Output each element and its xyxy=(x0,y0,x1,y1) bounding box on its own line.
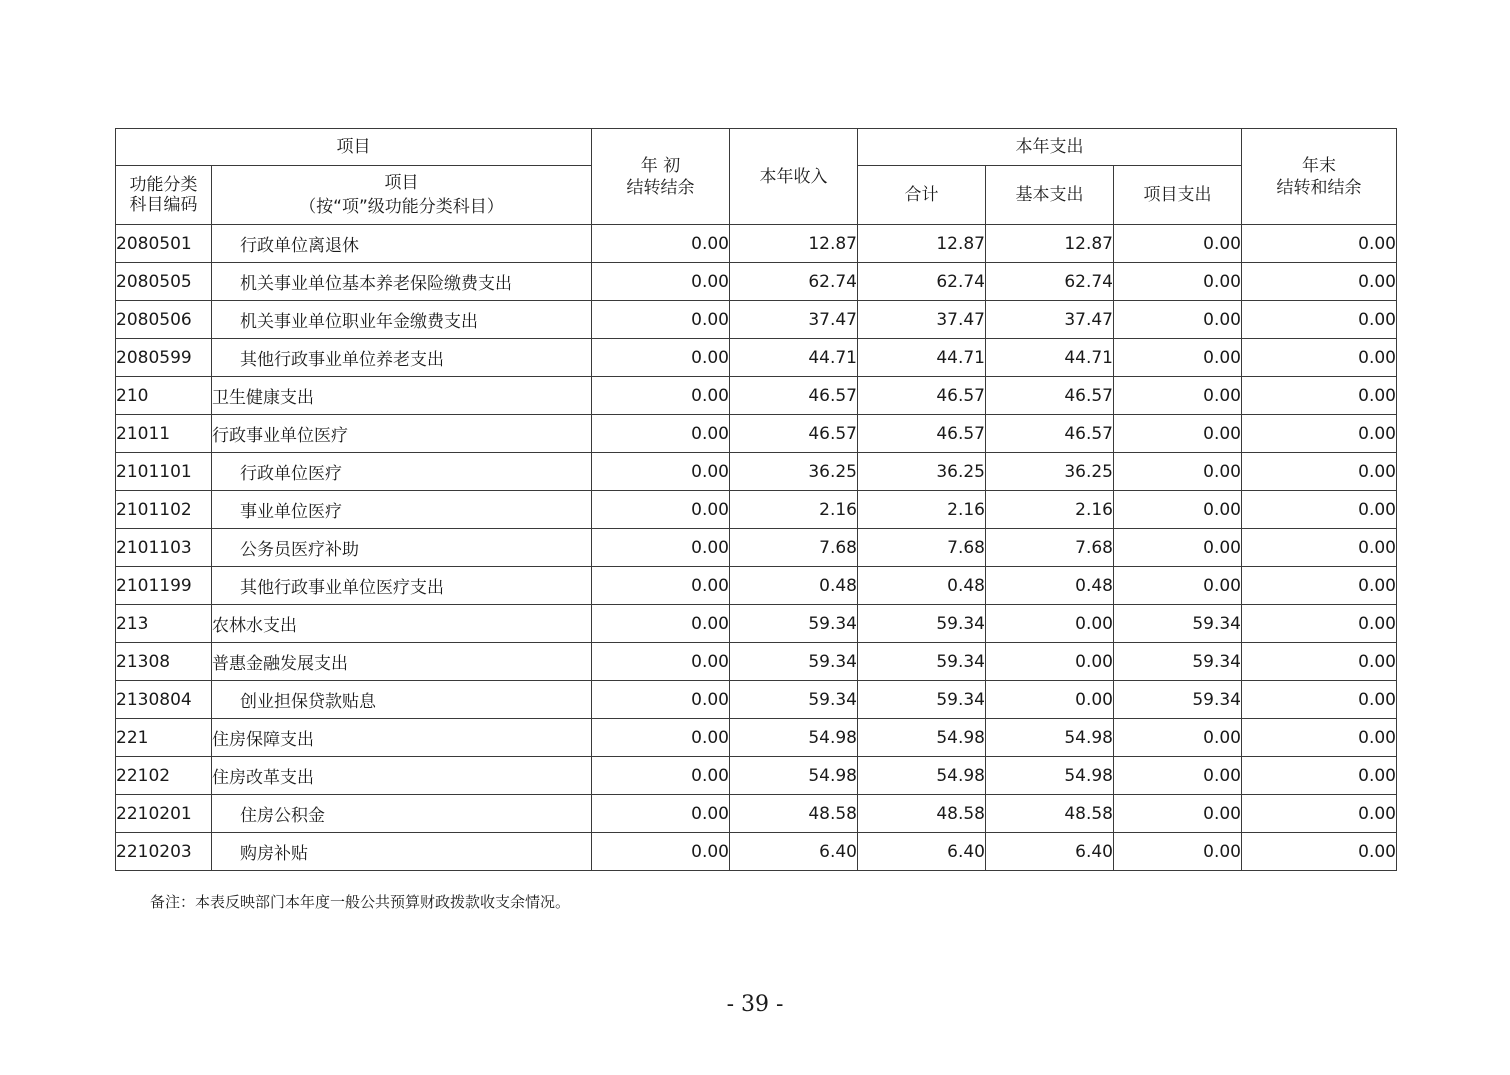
row-basic: 2.16 xyxy=(986,491,1114,529)
row-proj: 0.00 xyxy=(1114,301,1242,339)
row-total: 7.68 xyxy=(858,529,986,567)
row-basic: 0.48 xyxy=(986,567,1114,605)
row-code: 2101102 xyxy=(116,491,212,529)
row-proj: 0.00 xyxy=(1114,567,1242,605)
row-total: 2.16 xyxy=(858,491,986,529)
row-name: 卫生健康支出 xyxy=(212,377,592,415)
row-proj: 59.34 xyxy=(1114,681,1242,719)
header-project: 项目 xyxy=(116,129,592,166)
row-proj: 0.00 xyxy=(1114,415,1242,453)
table-row xyxy=(116,301,1397,339)
row-code: 2101101 xyxy=(116,453,212,491)
row-code: 2210201 xyxy=(116,795,212,833)
row-code: 2101103 xyxy=(116,529,212,567)
row-proj: 0.00 xyxy=(1114,833,1242,871)
row-name: 住房改革支出 xyxy=(212,757,592,795)
table-row xyxy=(116,567,1397,605)
row-income: 0.48 xyxy=(730,567,858,605)
row-proj: 0.00 xyxy=(1114,377,1242,415)
row-basic: 37.47 xyxy=(986,301,1114,339)
row-income: 59.34 xyxy=(730,681,858,719)
row-opening: 0.00 xyxy=(592,377,730,415)
row-total: 12.87 xyxy=(858,225,986,263)
row-opening: 0.00 xyxy=(592,605,730,643)
row-basic: 12.87 xyxy=(986,225,1114,263)
row-opening: 0.00 xyxy=(592,339,730,377)
row-closing: 0.00 xyxy=(1242,529,1397,567)
row-income: 2.16 xyxy=(730,491,858,529)
row-name: 行政单位医疗 xyxy=(212,453,592,491)
table-row xyxy=(116,833,1397,871)
row-basic: 54.98 xyxy=(986,719,1114,757)
header-item: 项目 （按“项”级功能分类科目） xyxy=(212,166,592,225)
table-row xyxy=(116,415,1397,453)
table-row xyxy=(116,491,1397,529)
row-code: 213 xyxy=(116,605,212,643)
row-closing: 0.00 xyxy=(1242,453,1397,491)
row-income: 59.34 xyxy=(730,605,858,643)
row-opening: 0.00 xyxy=(592,643,730,681)
row-closing: 0.00 xyxy=(1242,757,1397,795)
row-proj: 0.00 xyxy=(1114,757,1242,795)
table-row xyxy=(116,681,1397,719)
table-row xyxy=(116,757,1397,795)
row-proj: 0.00 xyxy=(1114,339,1242,377)
row-basic: 62.74 xyxy=(986,263,1114,301)
table-row xyxy=(116,377,1397,415)
header-basic: 基本支出 xyxy=(986,166,1114,225)
row-code: 2130804 xyxy=(116,681,212,719)
row-basic: 46.57 xyxy=(986,377,1114,415)
row-proj: 0.00 xyxy=(1114,719,1242,757)
row-total: 59.34 xyxy=(858,681,986,719)
row-opening: 0.00 xyxy=(592,567,730,605)
row-name: 其他行政事业单位养老支出 xyxy=(212,339,592,377)
row-closing: 0.00 xyxy=(1242,377,1397,415)
budget-table xyxy=(115,128,1397,871)
row-name: 其他行政事业单位医疗支出 xyxy=(212,567,592,605)
row-proj: 0.00 xyxy=(1114,453,1242,491)
row-total: 59.34 xyxy=(858,643,986,681)
header-closing: 年末 结转和结余 xyxy=(1242,129,1397,225)
row-closing: 0.00 xyxy=(1242,795,1397,833)
row-opening: 0.00 xyxy=(592,681,730,719)
row-total: 46.57 xyxy=(858,377,986,415)
row-proj: 0.00 xyxy=(1114,225,1242,263)
row-opening: 0.00 xyxy=(592,795,730,833)
row-income: 44.71 xyxy=(730,339,858,377)
table-row xyxy=(116,529,1397,567)
row-closing: 0.00 xyxy=(1242,643,1397,681)
row-opening: 0.00 xyxy=(592,719,730,757)
row-basic: 0.00 xyxy=(986,681,1114,719)
table-row xyxy=(116,719,1397,757)
row-code: 221 xyxy=(116,719,212,757)
row-closing: 0.00 xyxy=(1242,833,1397,871)
row-income: 62.74 xyxy=(730,263,858,301)
header-code: 功能分类 科目编码 xyxy=(116,166,212,225)
row-basic: 54.98 xyxy=(986,757,1114,795)
row-opening: 0.00 xyxy=(592,301,730,339)
row-code: 2080506 xyxy=(116,301,212,339)
row-basic: 36.25 xyxy=(986,453,1114,491)
row-basic: 7.68 xyxy=(986,529,1114,567)
header-proj: 项目支出 xyxy=(1114,166,1242,225)
row-name: 事业单位医疗 xyxy=(212,491,592,529)
row-opening: 0.00 xyxy=(592,833,730,871)
row-name: 行政事业单位医疗 xyxy=(212,415,592,453)
row-income: 36.25 xyxy=(730,453,858,491)
row-code: 21011 xyxy=(116,415,212,453)
row-income: 37.47 xyxy=(730,301,858,339)
row-total: 54.98 xyxy=(858,719,986,757)
row-total: 54.98 xyxy=(858,757,986,795)
row-proj: 0.00 xyxy=(1114,263,1242,301)
row-proj: 59.34 xyxy=(1114,643,1242,681)
table-row xyxy=(116,453,1397,491)
row-basic: 44.71 xyxy=(986,339,1114,377)
row-income: 12.87 xyxy=(730,225,858,263)
row-name: 购房补贴 xyxy=(212,833,592,871)
row-name: 机关事业单位基本养老保险缴费支出 xyxy=(212,263,592,301)
table-row xyxy=(116,225,1397,263)
row-closing: 0.00 xyxy=(1242,605,1397,643)
row-code: 2101199 xyxy=(116,567,212,605)
row-income: 59.34 xyxy=(730,643,858,681)
row-total: 59.34 xyxy=(858,605,986,643)
row-total: 37.47 xyxy=(858,301,986,339)
row-income: 54.98 xyxy=(730,757,858,795)
row-name: 公务员医疗补助 xyxy=(212,529,592,567)
row-total: 46.57 xyxy=(858,415,986,453)
row-closing: 0.00 xyxy=(1242,339,1397,377)
table-row xyxy=(116,795,1397,833)
row-closing: 0.00 xyxy=(1242,567,1397,605)
row-code: 2080501 xyxy=(116,225,212,263)
row-name: 农林水支出 xyxy=(212,605,592,643)
row-name: 住房保障支出 xyxy=(212,719,592,757)
row-name: 机关事业单位职业年金缴费支出 xyxy=(212,301,592,339)
row-code: 2210203 xyxy=(116,833,212,871)
row-total: 0.48 xyxy=(858,567,986,605)
row-income: 46.57 xyxy=(730,377,858,415)
row-basic: 6.40 xyxy=(986,833,1114,871)
row-name: 住房公积金 xyxy=(212,795,592,833)
row-total: 62.74 xyxy=(858,263,986,301)
row-basic: 46.57 xyxy=(986,415,1114,453)
row-code: 22102 xyxy=(116,757,212,795)
header-opening: 年 初 结转结余 xyxy=(592,129,730,225)
row-total: 48.58 xyxy=(858,795,986,833)
row-opening: 0.00 xyxy=(592,263,730,301)
row-total: 6.40 xyxy=(858,833,986,871)
table-row xyxy=(116,263,1397,301)
row-closing: 0.00 xyxy=(1242,301,1397,339)
table-row xyxy=(116,643,1397,681)
row-closing: 0.00 xyxy=(1242,719,1397,757)
row-total: 44.71 xyxy=(858,339,986,377)
table-note: 备注：本表反映部门本年度一般公共预算财政拨款收支余情况。 xyxy=(150,893,571,911)
row-name: 普惠金融发展支出 xyxy=(212,643,592,681)
header-expense: 本年支出 xyxy=(858,129,1242,166)
row-name: 创业担保贷款贴息 xyxy=(212,681,592,719)
row-closing: 0.00 xyxy=(1242,415,1397,453)
table-row xyxy=(116,339,1397,377)
row-closing: 0.00 xyxy=(1242,225,1397,263)
row-income: 7.68 xyxy=(730,529,858,567)
table-row xyxy=(116,605,1397,643)
row-opening: 0.00 xyxy=(592,225,730,263)
row-basic: 48.58 xyxy=(986,795,1114,833)
row-opening: 0.00 xyxy=(592,415,730,453)
row-closing: 0.00 xyxy=(1242,681,1397,719)
row-proj: 0.00 xyxy=(1114,795,1242,833)
page-number: - 39 - xyxy=(726,992,784,1017)
row-code: 2080505 xyxy=(116,263,212,301)
row-opening: 0.00 xyxy=(592,529,730,567)
row-income: 46.57 xyxy=(730,415,858,453)
row-code: 2080599 xyxy=(116,339,212,377)
row-proj: 0.00 xyxy=(1114,529,1242,567)
row-proj: 59.34 xyxy=(1114,605,1242,643)
row-opening: 0.00 xyxy=(592,491,730,529)
row-opening: 0.00 xyxy=(592,757,730,795)
row-income: 54.98 xyxy=(730,719,858,757)
row-closing: 0.00 xyxy=(1242,491,1397,529)
row-code: 210 xyxy=(116,377,212,415)
row-opening: 0.00 xyxy=(592,453,730,491)
row-income: 6.40 xyxy=(730,833,858,871)
row-closing: 0.00 xyxy=(1242,263,1397,301)
row-code: 21308 xyxy=(116,643,212,681)
row-name: 行政单位离退休 xyxy=(212,225,592,263)
row-total: 36.25 xyxy=(858,453,986,491)
row-income: 48.58 xyxy=(730,795,858,833)
row-basic: 0.00 xyxy=(986,643,1114,681)
row-basic: 0.00 xyxy=(986,605,1114,643)
row-proj: 0.00 xyxy=(1114,491,1242,529)
header-income: 本年收入 xyxy=(730,129,858,225)
header-total: 合计 xyxy=(858,166,986,225)
